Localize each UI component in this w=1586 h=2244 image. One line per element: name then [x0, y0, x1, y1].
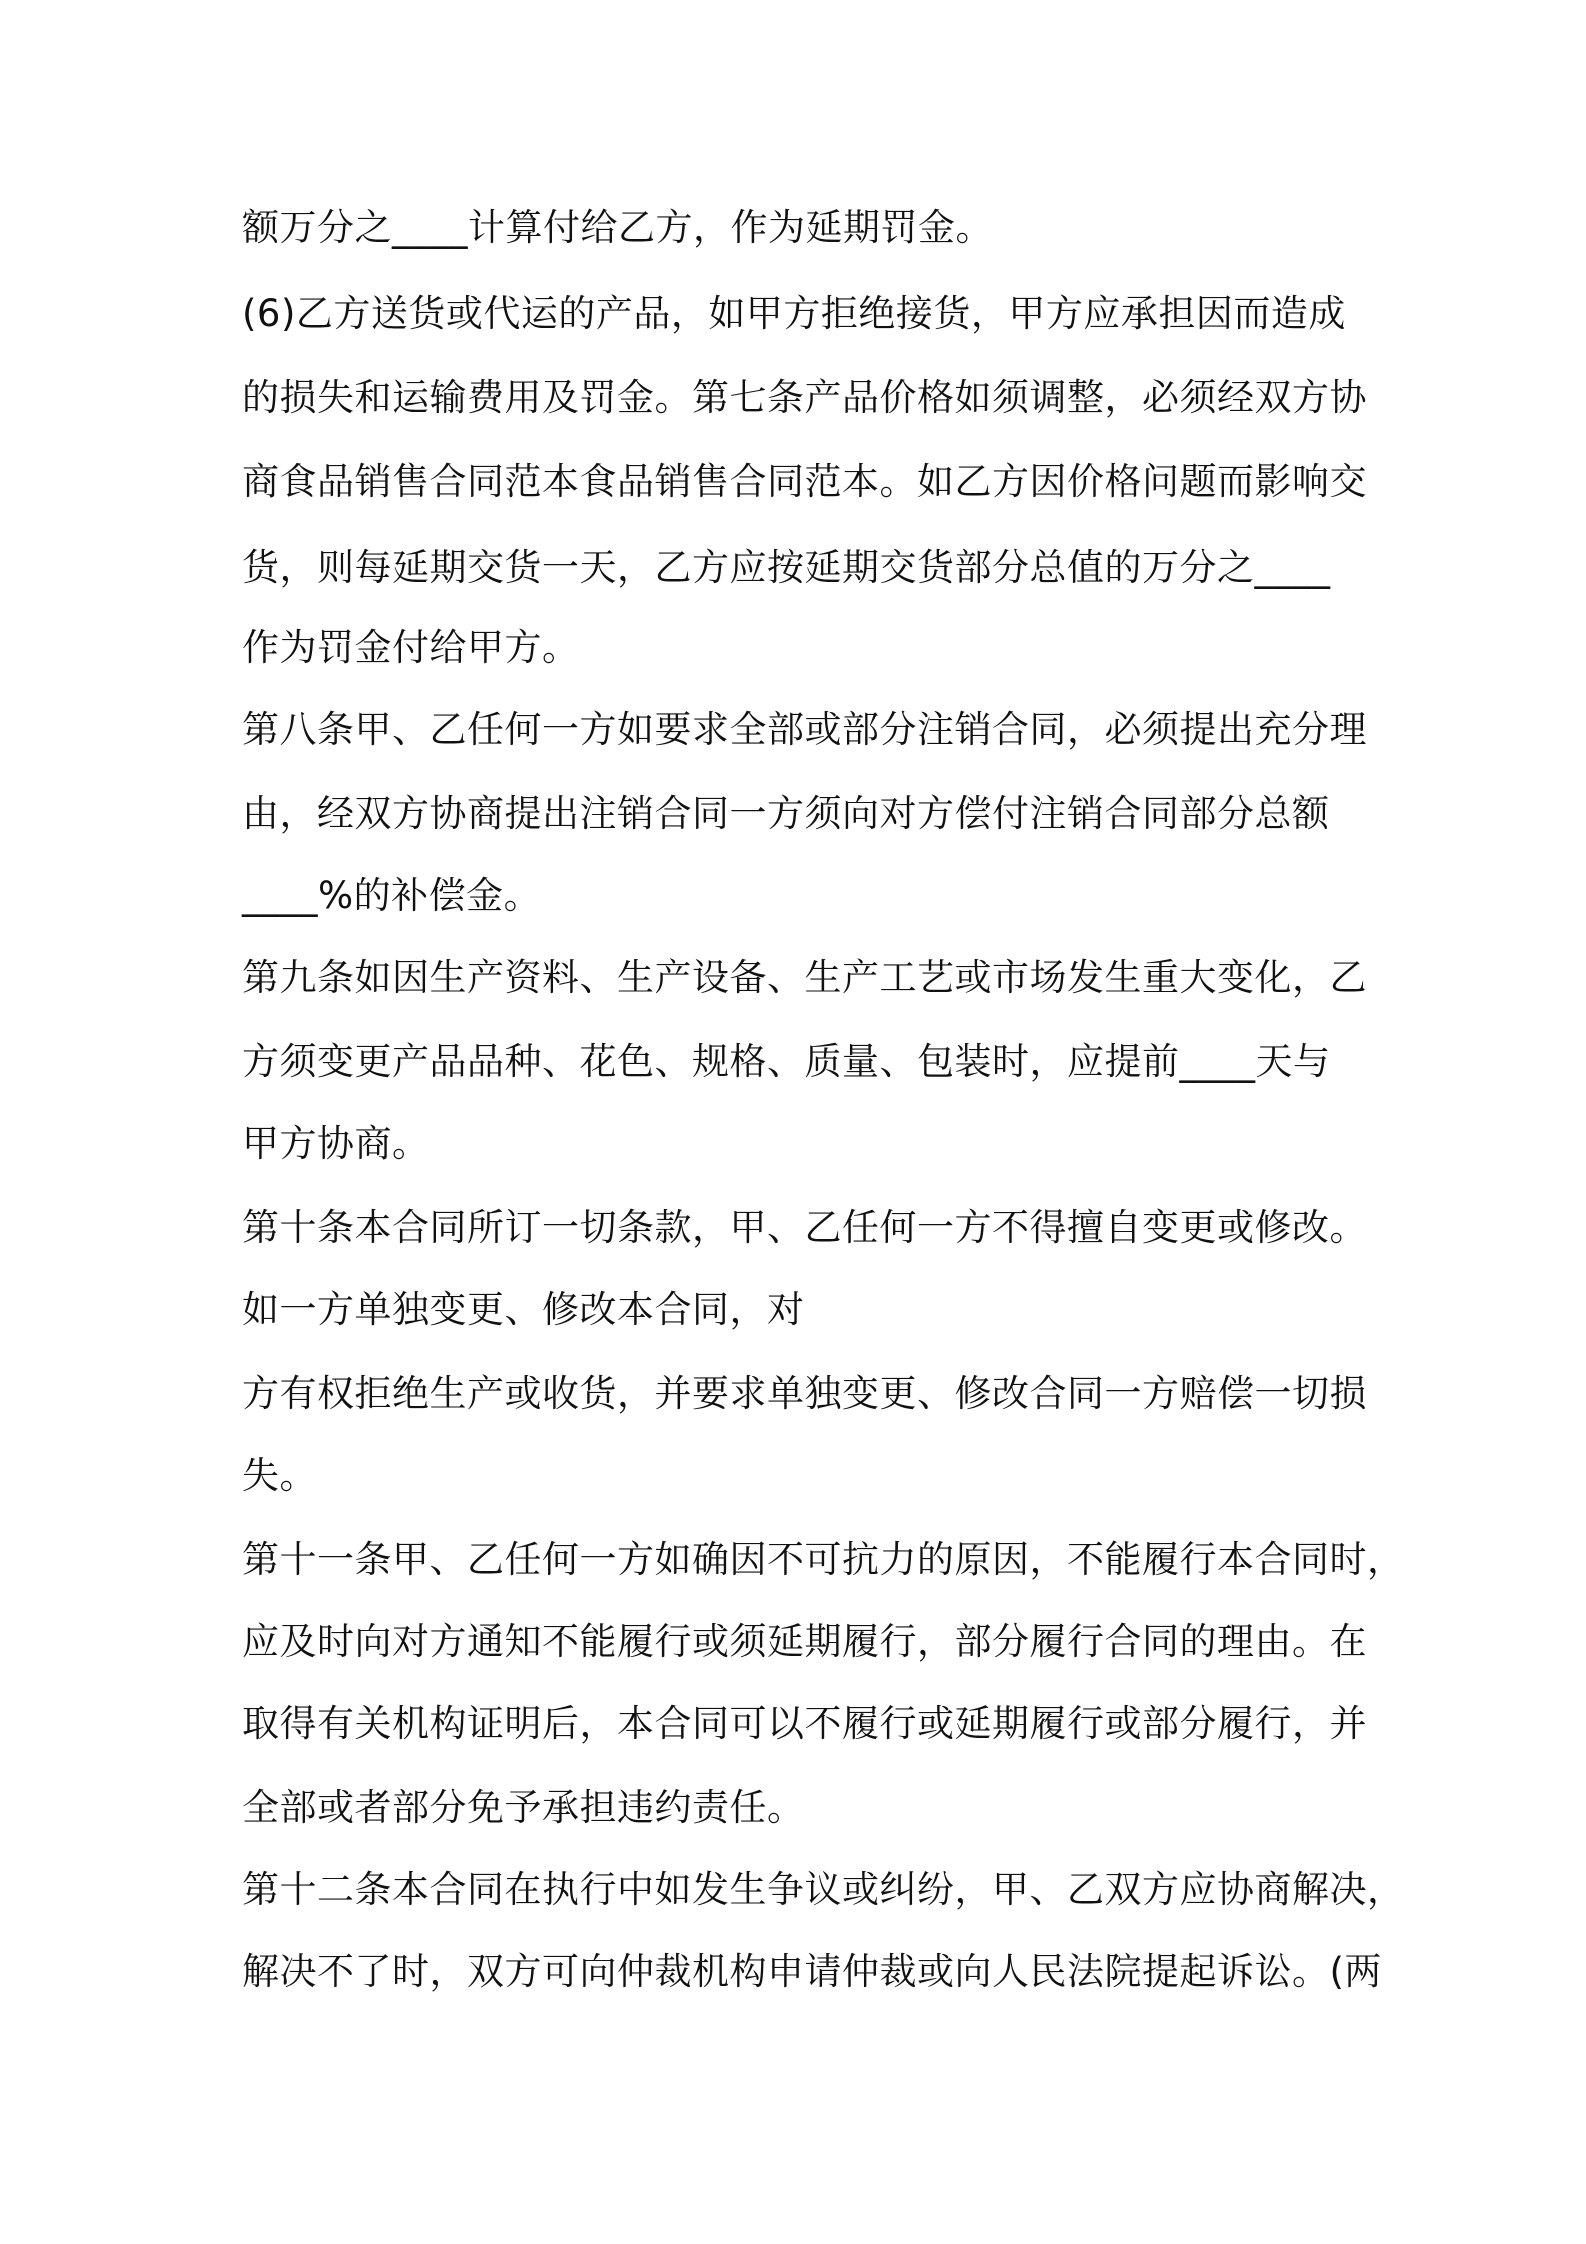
text-line: 第八条甲、乙任何一方如要求全部或部分注销合同，必须提出充分理 — [242, 708, 1367, 751]
text-line: ____%的补偿金。 — [242, 874, 542, 917]
text-line: 由，经双方协商提出注销合同一方须向对方偿付注销合同部分总额 — [242, 792, 1330, 835]
text-line: 应及时向对方通知不能履行或须延期履行，部分履行合同的理由。在 — [242, 1620, 1367, 1663]
text-line: 甲方协商。 — [242, 1122, 430, 1165]
text-line: 失。 — [242, 1454, 317, 1497]
text-line: 第十一条甲、乙任何一方如确因不可抗力的原因，不能履行本合同时， — [242, 1538, 1405, 1581]
text-line: 全部或者部分免予承担违约责任。 — [242, 1786, 805, 1829]
text-line: 商食品销售合同范本食品销售合同范本。如乙方因价格问题而影响交 — [242, 460, 1367, 503]
text-line: 额万分之____计算付给乙方，作为延期罚金。 — [242, 206, 993, 249]
text-line: 第十条本合同所订一切条款，甲、乙任何一方不得擅自变更或修改。 — [242, 1206, 1367, 1249]
text-line: 方须变更产品品种、花色、规格、质量、包装时，应提前____天与 — [242, 1040, 1331, 1083]
text-line: 第十二条本合同在执行中如发生争议或纠纷，甲、乙双方应协商解决， — [242, 1868, 1405, 1911]
text-line: 第九条如因生产资料、生产设备、生产工艺或市场发生重大变化，乙 — [242, 956, 1367, 999]
text-line: 货，则每延期交货一天，乙方应按延期交货部分总值的万分之____ — [242, 546, 1331, 589]
text-line: 的损失和运输费用及罚金。第七条产品价格如须调整，必须经双方协 — [242, 376, 1367, 419]
text-line: 作为罚金付给甲方。 — [242, 626, 580, 669]
text-line: 解决不了时，双方可向仲裁机构申请仲裁或向人民法院提起诉讼。(两 — [242, 1950, 1382, 1993]
text-line: 取得有关机构证明后，本合同可以不履行或延期履行或部分履行，并 — [242, 1702, 1367, 1745]
text-line: (6)乙方送货或代运的产品，如甲方拒绝接货，甲方应承担因而造成 — [242, 292, 1346, 335]
text-line: 如一方单独变更、修改本合同，对 — [242, 1288, 805, 1331]
text-line: 方有权拒绝生产或收货，并要求单独变更、修改合同一方赔偿一切损 — [242, 1372, 1367, 1415]
